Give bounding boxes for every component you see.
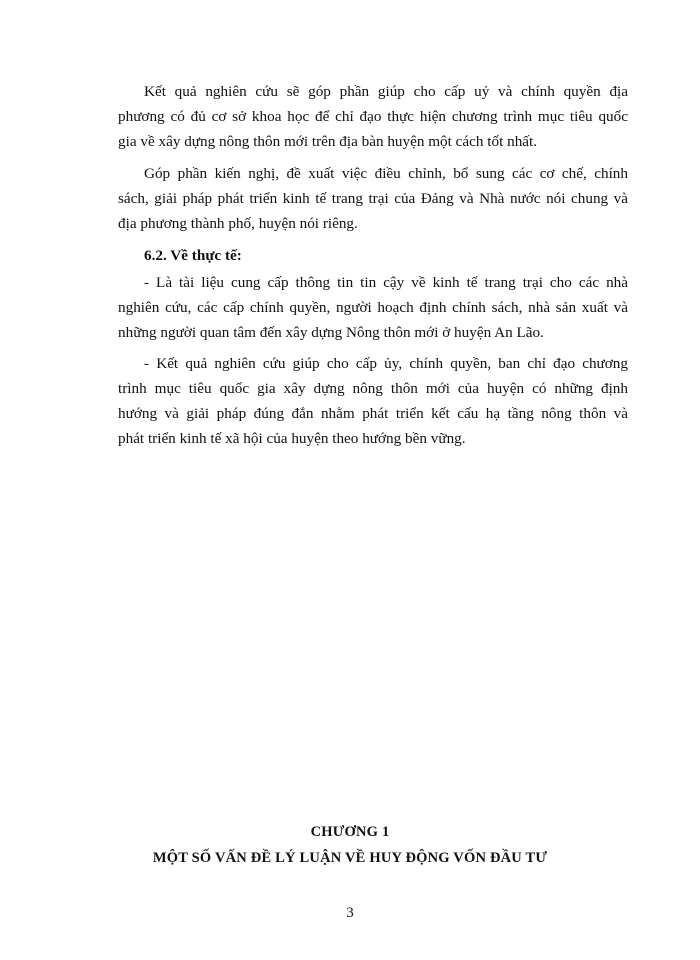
chapter-title: MỘT SỐ VẤN ĐỀ LÝ LUẬN VỀ HUY ĐỘNG VỐN ĐẦU TƯ [152,850,548,866]
page-number: 3 [346,905,354,921]
text-line: gia về xây dựng nông thôn mới trên địa bàn huyện một cách tốt nhất. [118,133,538,150]
paragraph-research-results [118,79,628,154]
paragraph-practical-2 [118,351,628,451]
section-heading: 6.2. Về thực tế: [144,247,242,264]
text-line: nghiên cứu, các cấp chính quyền, người hoạch định chính sách, nhà sản xuất và [118,299,628,316]
text-line: trình mục tiêu quốc gia xây dựng nông thôn mới của huyện có những định [118,380,628,397]
text-line: phương có đủ cơ sở khoa học để chỉ đạo thực hiện chương trình mục tiêu quốc [118,108,628,125]
text-line: - Là tài liệu cung cấp thông tin tin cậy về kinh tế trang trại cho các nhà [144,274,628,291]
paragraph-recommendations [118,161,628,236]
text-line: phát triển kinh tế xã hội của huyện theo hướng bền vững. [118,430,466,447]
text-line: những người quan tâm đến xây dựng Nông thôn mới ở huyện An Lão. [118,324,544,341]
paragraph-practical-1 [118,270,628,345]
text-line: sách, giải pháp phát triển kinh tế trang trại của Đảng và Nhà nước nói chung và [118,190,628,207]
text-line: địa phương thành phố, huyện nói riêng. [118,215,358,232]
text-line: - Kết quả nghiên cứu giúp cho cấp ủy, chính quyền, ban chỉ đạo chương [144,355,628,372]
section-heading-6-2 [118,243,628,268]
text-line: Kết quả nghiên cứu sẽ góp phần giúp cho cấp uỷ và chính quyền địa [144,83,628,100]
text-line: hướng và giải pháp đúng đắn nhằm phát triển kết cấu hạ tầng nông thôn và [118,405,628,422]
text-line: Góp phần kiến nghị, đề xuất việc điều chỉnh, bổ sung các cơ chế, chính [144,165,628,182]
chapter-number: CHƯƠNG 1 [310,824,390,840]
